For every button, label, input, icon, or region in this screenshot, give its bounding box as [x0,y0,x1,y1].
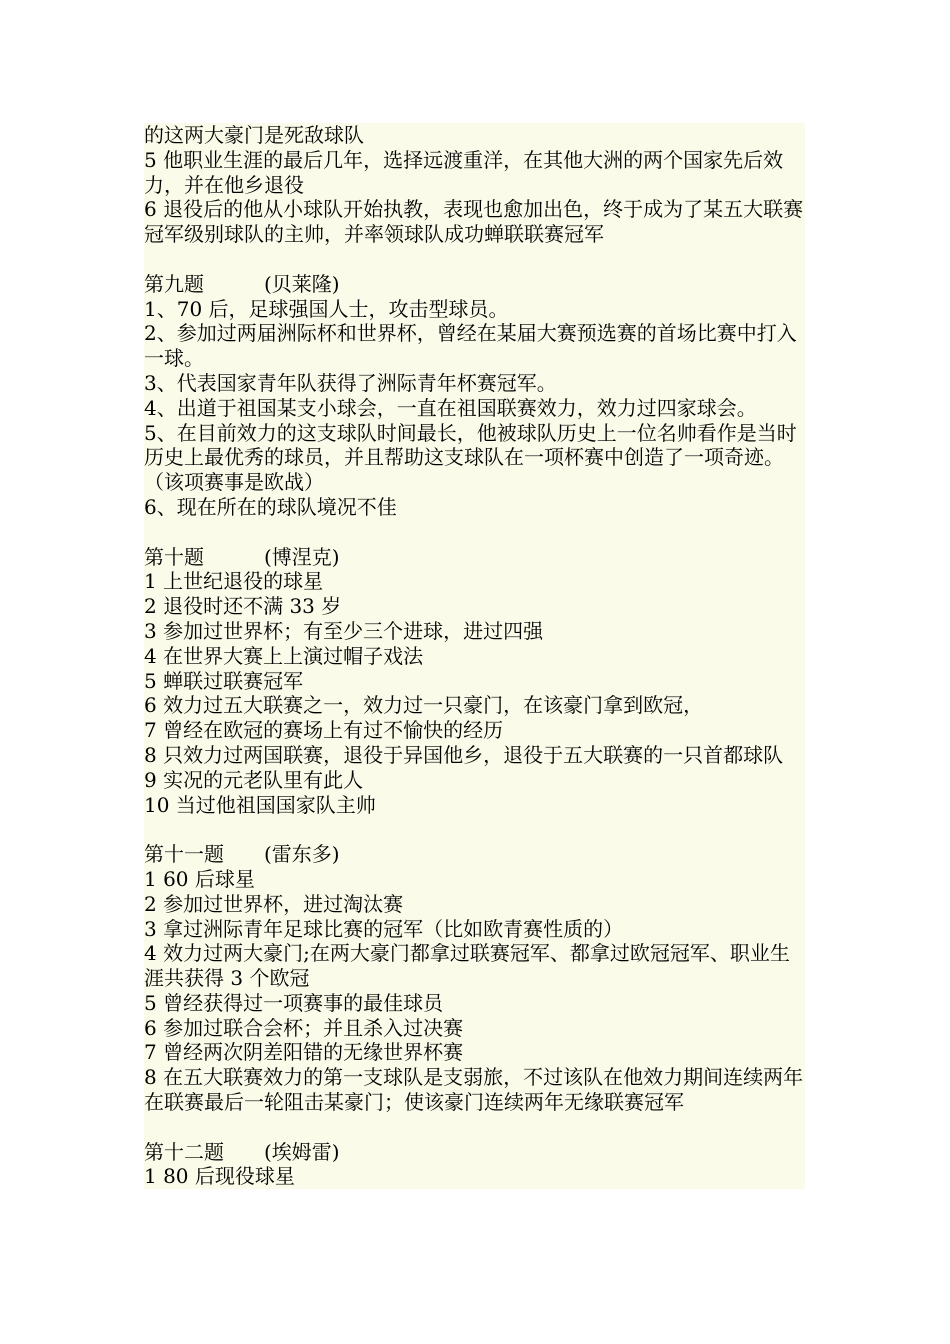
clue-line: 4 在世界大赛上上演过帽子戏法 [144,643,424,668]
clue-line: 6、现在所在的球队境况不佳 [144,494,397,519]
question-answer: (雷东多) [264,842,340,867]
clue-line: 8 只效力过两国联赛，退役于异国他乡，退役于五大联赛的一只首都球队 [144,742,784,767]
clue-line: 9 实况的元老队里有此人 [144,767,364,792]
question-answer: (贝莱隆) [264,271,340,296]
text-line: 6 退役后的他从小球队开始执教，表现也愈加出色，终于成为了某五大联赛冠军级别球队的主帅，并率领球队成功蝉联联赛冠军 [144,197,804,247]
clue-line: 4、出道于祖国某支小球会，一直在祖国联赛效力，效力过四家球会。 [144,395,757,420]
clue-line: 1、70 后，足球强国人士，攻击型球员。 [144,296,509,321]
clue-line: 6 参加过联合会杯；并且杀入过决赛 [144,1015,464,1040]
clue-line: 5、在目前效力的这支球队时间最长，他被球队历史上一位名帅看作是当时历史上最优秀的球员，并且帮助这支球队在一项杯赛中创造了一项奇迹。（该项赛事是欧战） [144,420,797,495]
clue-line: 2 退役时还不满 33 岁 [144,594,342,619]
clue-line: 3、代表国家青年队获得了洲际青年杯赛冠军。 [144,370,557,395]
question-9-heading [144,272,805,297]
question-10-heading [144,545,805,570]
question-title: 第十题 [144,544,204,569]
clue-line: 4 效力过两大豪门;在两大豪门都拿过联赛冠军、都拿过欧冠冠军、职业生涯共获得 3 个欧冠 [144,941,790,991]
question-answer: (埃姆雷) [264,1139,340,1164]
clue-line: 10 当过他祖国国家队主帅 [144,792,376,817]
question-answer: (博涅克) [264,544,340,569]
clue-line: 5 曾经获得过一项赛事的最佳球员 [144,990,444,1015]
clue-line: 5 蝉联过联赛冠军 [144,668,304,693]
clue-line: 3 拿过洲际青年足球比赛的冠军（比如欧青赛性质的） [144,916,624,941]
clue-line: 1 60 后球星 [144,866,255,891]
question-title: 第十一题 [144,842,224,867]
question-11-heading [144,842,805,867]
clue-line: 8 在五大联赛效力的第一支球队是支弱旅，不过该队在他效力期间连续两年在联赛最后一轮阻击某豪门；使该豪门连续两年无缘联赛冠军 [144,1065,804,1115]
text-line: 的这两大豪门是死敌球队 [144,123,364,147]
clue-line: 3 参加过世界杯；有至少三个进球，进过四强 [144,618,544,643]
document-body [144,123,805,1189]
clue-line: 1 80 后现役球星 [144,1164,295,1189]
clue-line: 6 效力过五大联赛之一，效力过一只豪门，在该豪门拿到欧冠， [144,693,704,718]
clue-line: 7 曾经在欧冠的赛场上有过不愉快的经历 [144,718,504,743]
text-line: 5 他职业生涯的最后几年，选择远渡重洋，在其他大洲的两个国家先后效力，并在他乡退役 [144,147,784,197]
clue-line: 2 参加过世界杯，进过淘汰赛 [144,891,404,916]
question-title: 第十二题 [144,1139,224,1164]
clue-line: 1 上世纪退役的球星 [144,569,324,594]
clue-line: 7 曾经两次阴差阳错的无缘世界杯赛 [144,1040,464,1065]
question-title: 第九题 [144,271,204,296]
question-12-heading [144,1140,805,1165]
clue-line: 2、参加过两届洲际杯和世界杯，曾经在某届大赛预选赛的首场比赛中打入一球。 [144,321,797,371]
